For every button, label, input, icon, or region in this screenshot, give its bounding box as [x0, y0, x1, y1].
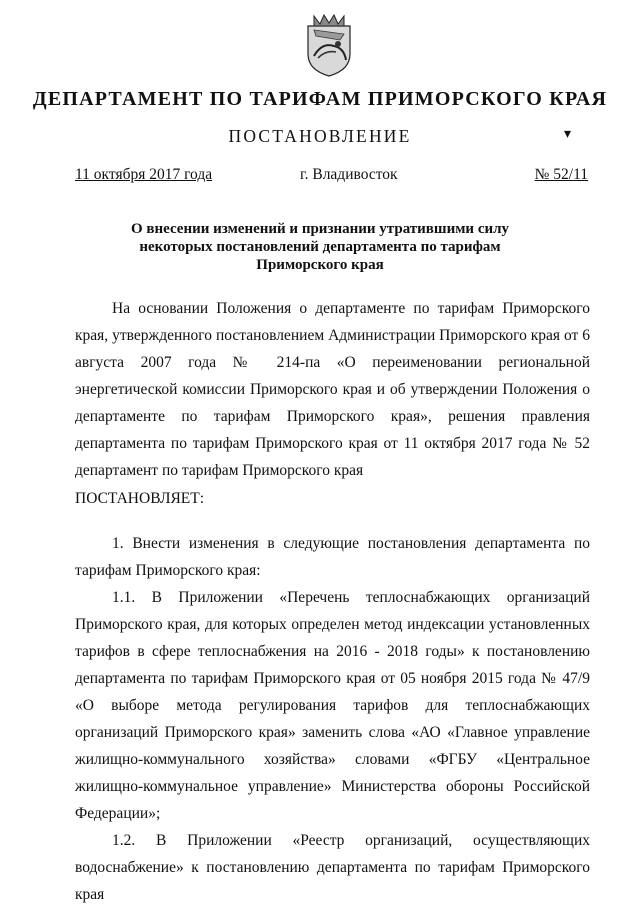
scan-mark: ▾	[564, 127, 572, 142]
basis-paragraph: На основании Положения о департаменте по тарифам Приморского края, утвержденного постановлением Администрации Приморского края от 6 августа 2007 года № 214-па «О переименовании региональной энергетической комиссии Приморского края и об утверждении Положения о департаменте по тарифам Приморского края», решения правления департамента по тарифам Приморского края от 11 октября 2017 года № 52 департамент по тарифам Приморского края	[75, 300, 590, 479]
document-number: № 52/11	[534, 166, 588, 183]
resolves-label: ПОСТАНОВЛЯЕТ:	[75, 490, 205, 507]
document-type: ПОСТАНОВЛЕНИЕ	[228, 126, 412, 146]
item-1: 1. Внести изменения в следующие постановления департамента по тарифам Приморского края:	[75, 535, 590, 579]
document-date: 11 октября 2017 года	[75, 166, 213, 183]
document-subject: О внесении изменений и признании утратившими силу некоторых постановлений департамента по тарифам Приморского края	[130, 221, 510, 273]
coat-of-arms-icon	[300, 12, 358, 78]
item-1-1: 1.1. В Приложении «Перечень теплоснабжающих организаций Приморского края, для которых определен метод индексации установленных тарифов в сфере теплоснабжения на 2016 - 2018 годы» к постановлению департамента по тарифам Приморского края от 05 ноября 2015 года № 47/9 «О выборе метода регулирования тарифов для теплоснабжающих организаций Приморского края» заменить слова «АО «Главное управление жилищно-коммунального хозяйства» словами «ФГБУ «Центральное жилищно-коммунальное управление» Министерства обороны Российской Федерации»;	[75, 589, 590, 822]
item-1-2: 1.2. В Приложении «Реестр организаций, осуществляющих водоснабжение» к постановлению департамента по тарифам Приморского края	[75, 832, 590, 903]
body-items	[75, 530, 590, 908]
body-basis	[75, 295, 590, 484]
resolves-line	[75, 485, 590, 512]
document-city: г. Владивосток	[300, 166, 398, 183]
department-title: ДЕПАРТАМЕНТ ПО ТАРИФАМ ПРИМОРСКОГО КРАЯ	[32, 88, 608, 110]
